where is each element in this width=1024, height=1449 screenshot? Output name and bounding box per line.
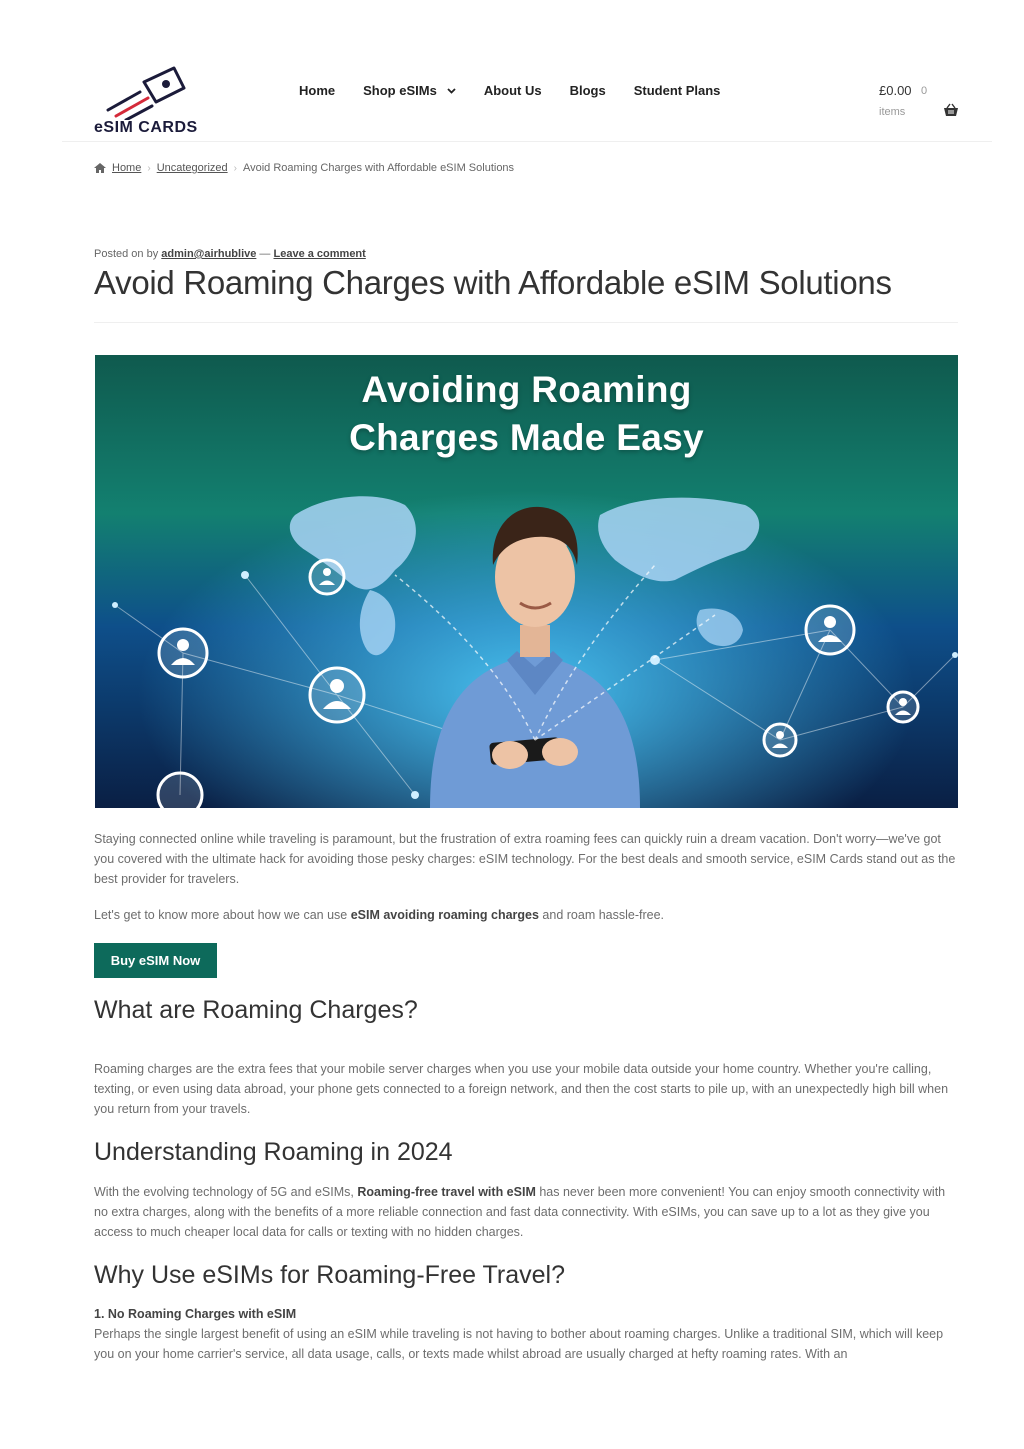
- nav-about-us[interactable]: About Us: [483, 83, 542, 98]
- heading-understanding-roaming: Understanding Roaming in 2024: [94, 1138, 453, 1166]
- hero-image: [95, 355, 958, 808]
- no-roaming-paragraph: Perhaps the single largest benefit of using an eSIM while traveling is not having to bother about roaming charges. Unlike a traditional SIM, which will keep you on your home carrier's service, all data usage, calls, or texts made whilst abroad are usually charged at hefty roaming rates. With an: [94, 1327, 944, 1361]
- lets-know-paragraph: [94, 905, 956, 925]
- header-cart[interactable]: [879, 83, 961, 123]
- buy-esim-button[interactable]: Buy eSIM Now: [94, 943, 217, 978]
- understanding-text-2: has never been more convenient! You can enjoy smooth connectivity with no extra charges, along with the benefits of a more reliable connection and fast data connectivity. With eSIMs, you can save up to a lot as they give you access to much cheaper local data for calls or texting with no hidden charges.: [94, 1185, 946, 1239]
- chevron-down-icon[interactable]: [447, 88, 456, 94]
- nav-blogs[interactable]: Blogs: [569, 83, 606, 98]
- cart-items-label: items: [879, 106, 906, 118]
- breadcrumb-separator: ›: [233, 162, 237, 174]
- leave-comment-link[interactable]: Leave a comment: [273, 248, 366, 260]
- breadcrumb: [94, 162, 514, 174]
- nav-shop-esims-label: Shop eSIMs: [363, 83, 437, 98]
- logo-rocket-icon: [94, 64, 194, 120]
- lets-know-text-1: Let's get to know more about how we can use: [94, 908, 351, 922]
- heading-why-use-esims: Why Use eSIMs for Roaming-Free Travel?: [94, 1261, 565, 1289]
- title-divider: [94, 322, 958, 323]
- breadcrumb-current: Avoid Roaming Charges with Affordable eSIM Solutions: [242, 162, 515, 174]
- what-paragraph: Roaming charges are the extra fees that your mobile server charges when you use your mobile data outside your home country. Whether you're calling, texting, or even using data abroad, your phone gets connected to a foreign network, and then the cost starts to pile up, with an unexpectedly high bill when you return from your travels.: [94, 1062, 949, 1116]
- post-meta-dash: —: [256, 248, 274, 260]
- shopping-basket-icon[interactable]: [943, 103, 959, 117]
- page-title: Avoid Roaming Charges with Affordable eSIM Solutions: [94, 264, 892, 301]
- breadcrumb-separator: ›: [147, 162, 151, 174]
- nav-student-plans[interactable]: Student Plans: [633, 83, 721, 98]
- hero-heading-line-2: Charges Made Easy: [349, 417, 704, 458]
- lets-know-text-2: and roam hassle-free.: [538, 908, 665, 922]
- intro-paragraph: Staying connected online while traveling is paramount, but the frustration of extra roaming fees can quickly ruin a dream vacation. Don't worry—we've got you covered with the ultimate hack for avoiding those pesky charges: eSIM technology. For the best deals and smooth service, eSIM Cards stand out as the best provider for travelers.: [94, 832, 956, 886]
- understanding-paragraph: [94, 1182, 956, 1242]
- breadcrumb-home-link[interactable]: Home: [112, 162, 142, 174]
- nav-home[interactable]: Home: [299, 83, 336, 98]
- post-meta-prefix: Posted on by: [94, 248, 162, 260]
- cart-count: 0: [921, 85, 928, 97]
- understanding-bold: Roaming-free travel with eSIM: [357, 1185, 536, 1199]
- cart-amount: £0.00: [879, 83, 912, 98]
- main-navigation: [299, 83, 720, 98]
- home-icon: [94, 163, 106, 173]
- post-author-link[interactable]: admin@airhublive: [161, 248, 257, 260]
- lets-know-bold: eSIM avoiding roaming charges: [350, 908, 539, 922]
- header-divider: [62, 141, 992, 142]
- breadcrumb-category-link[interactable]: Uncategorized: [156, 162, 228, 174]
- understanding-text-1: With the evolving technology of 5G and eSIMs,: [94, 1185, 358, 1199]
- logo-text: eSIM CARDS: [94, 119, 198, 136]
- site-logo[interactable]: [94, 64, 204, 140]
- nav-shop-esims[interactable]: [363, 83, 456, 98]
- subheading-no-roaming-charges: 1. No Roaming Charges with eSIM: [94, 1307, 297, 1321]
- hero-heading-line-1: Avoiding Roaming: [361, 369, 692, 410]
- heading-what-are-roaming-charges: What are Roaming Charges?: [94, 996, 418, 1024]
- post-meta: [94, 248, 366, 260]
